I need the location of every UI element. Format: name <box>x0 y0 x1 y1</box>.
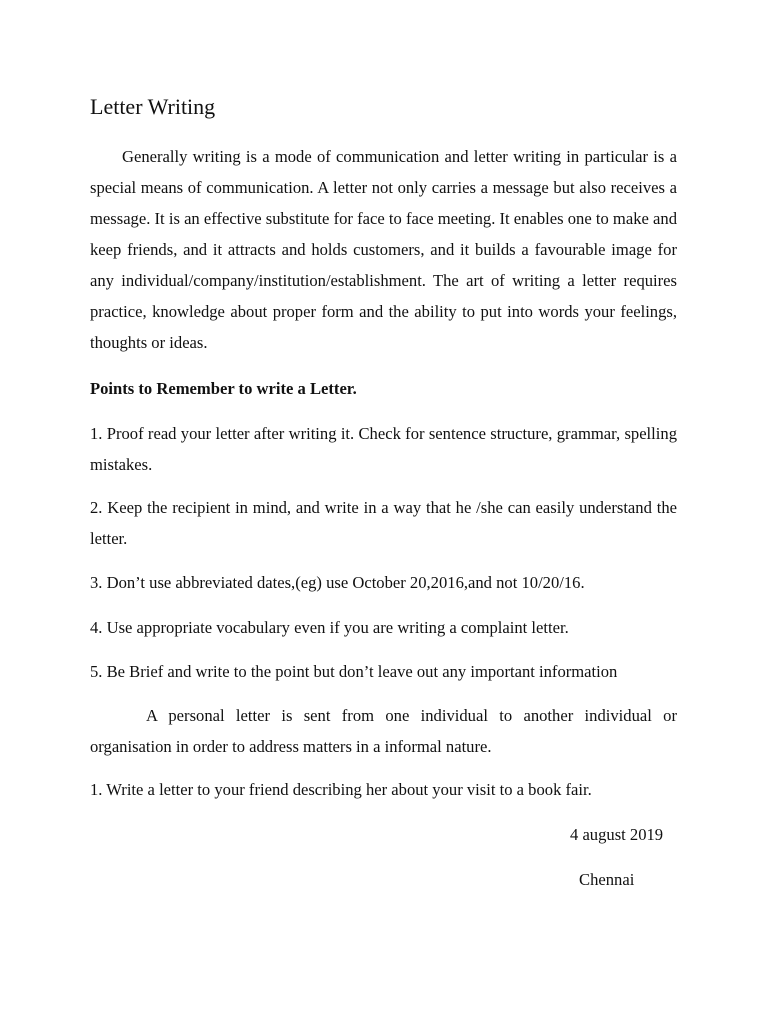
intro-paragraph: Generally writing is a mode of communication and letter writing in particular is a special means of communication. A letter not only carries a message but also receives a message. It is an effective substitute for face to face meeting. It enables one to make and keep friends, and it attracts and holds customers, and it builds a favourable image for any individual/company/institution/establishment. The art of writing a letter requires practice, knowledge about proper form and the ability to put into words your feelings, thoughts or ideas. <box>90 147 677 352</box>
points-heading: Points to Remember to write a Letter. <box>90 379 357 398</box>
task-item: 1. Write a letter to your friend describing her about your visit to a book fair. <box>90 780 592 799</box>
point-item-2: 2. Keep the recipient in mind, and write in a way that he /she can easily understand the letter. <box>90 498 677 548</box>
point-item-4: 4. Use appropriate vocabulary even if you are writing a complaint letter. <box>90 618 569 637</box>
point-item-3: 3. Don’t use abbreviated dates,(eg) use October 20,2016,and not 10/20/16. <box>90 573 585 592</box>
point-item-1: 1. Proof read your letter after writing it. Check for sentence structure, grammar, spelling mistakes. <box>90 424 677 474</box>
point-item-5: 5. Be Brief and write to the point but don’t leave out any important information <box>90 662 618 681</box>
document-title: Letter Writing <box>90 94 216 119</box>
letter-date: 4 august 2019 <box>570 825 664 844</box>
personal-letter-paragraph: A personal letter is sent from one individual to another individual or organisation in order to address matters in a informal nature. <box>90 706 677 756</box>
letter-place: Chennai <box>579 870 635 889</box>
